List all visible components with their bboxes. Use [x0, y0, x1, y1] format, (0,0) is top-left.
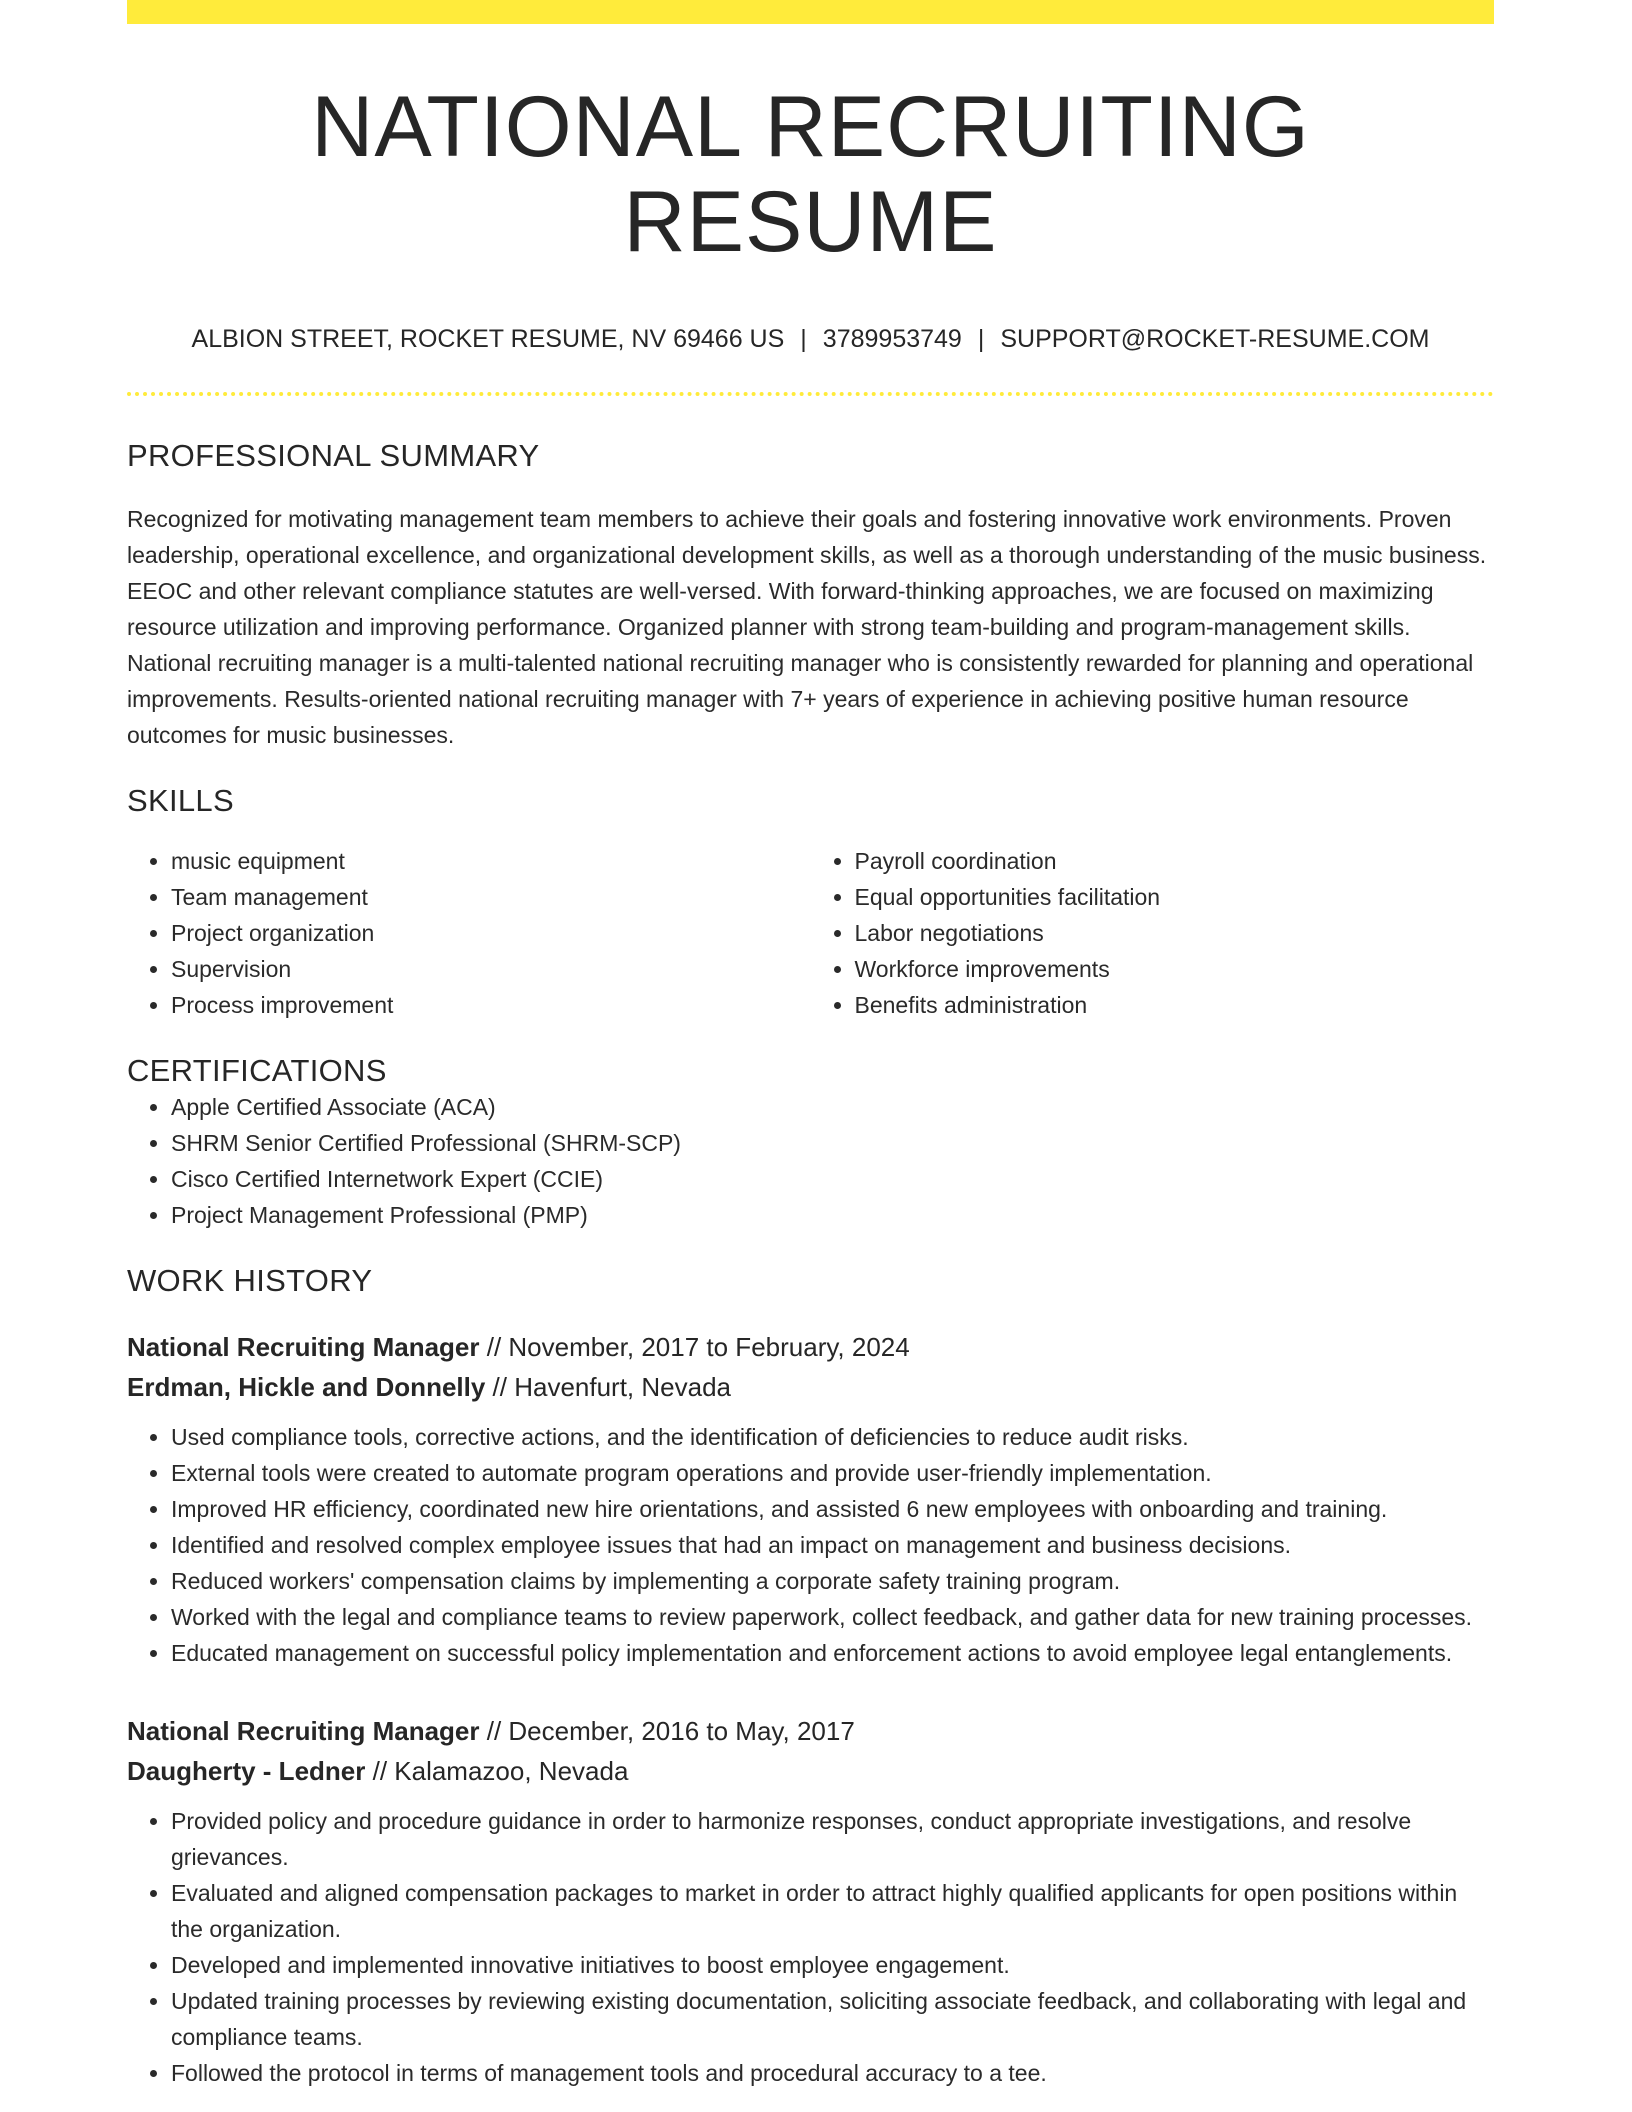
- skills-heading: SKILLS: [127, 783, 234, 819]
- job-bullet: • External tools were created to automate program operations and provide user-friendly implementation.: [171, 1455, 1494, 1491]
- dotted-divider: [127, 392, 1494, 396]
- certification-item: • Apple Certified Associate (ACA): [171, 1089, 1494, 1125]
- job-bullet: • Followed the protocol in terms of management tools and procedural accuracy to a tee.: [171, 2055, 1494, 2091]
- skills-columns: [127, 843, 1494, 1023]
- job-company: Daugherty - Ledner: [127, 1756, 366, 1787]
- job-bullet: • Identified and resolved complex employee issues that had an impact on management and business decisions.: [171, 1527, 1494, 1563]
- skill-item: • Workforce improvements: [855, 951, 1495, 987]
- job-bullet: • Updated training processes by reviewing existing documentation, soliciting associate feedback, and collaborating with legal and compliance teams.: [171, 1983, 1494, 2055]
- job-bullet: • Worked with the legal and compliance teams to review paperwork, collect feedback, and gather data for new training processes.: [171, 1599, 1494, 1635]
- job-bullet: • Educated management on successful policy implementation and enforcement actions to avoid employee legal entanglements.: [171, 1635, 1494, 1671]
- certifications-list: [127, 1089, 1494, 1233]
- certifications-heading: CERTIFICATIONS: [127, 1053, 387, 1089]
- contact-email: SUPPORT@ROCKET-RESUME.COM: [1000, 325, 1430, 354]
- job-dates: // December, 2016 to May, 2017: [479, 1716, 855, 1747]
- certification-item: • Cisco Certified Internetwork Expert (CCIE): [171, 1161, 1494, 1197]
- work-history-heading: WORK HISTORY: [127, 1263, 373, 1299]
- job-location: // Havenfurt, Nevada: [485, 1372, 731, 1403]
- summary-heading: PROFESSIONAL SUMMARY: [127, 438, 540, 474]
- skill-item: • Supervision: [171, 951, 811, 987]
- certification-item: • SHRM Senior Certified Professional (SHRM-SCP): [171, 1125, 1494, 1161]
- skill-item: • Project organization: [171, 915, 811, 951]
- resume-page: [127, 0, 1494, 2091]
- job-dates: // November, 2017 to February, 2024: [479, 1332, 910, 1363]
- contact-separator: |: [800, 325, 807, 354]
- skill-item: • Benefits administration: [855, 987, 1495, 1023]
- job-bullet: • Evaluated and aligned compensation packages to market in order to attract highly qualified applicants for open positions within the organization.: [171, 1875, 1494, 1947]
- job-company-line: [127, 1367, 1494, 1407]
- skill-item: • Payroll coordination: [855, 843, 1495, 879]
- job-bullets: [127, 1803, 1494, 2091]
- job-role: National Recruiting Manager: [127, 1716, 480, 1747]
- skills-list-right: [811, 843, 1495, 1023]
- summary-text: Recognized for motivating management team members to achieve their goals and fostering innovative work environments. Proven leadership, operational excellence, and organizational development skills, as well as a thorough understanding of the music business. EEOC and other relevant compliance statutes are well-versed. With forward-thinking approaches, we are focused on maximizing resource utilization and improving performance. Organized planner with strong team-building and program-management skills. National recruiting manager is a multi-talented national recruiting manager who is consistently rewarded for planning and operational improvements. Results-oriented national recruiting manager with 7+ years of experience in achieving positive human resource outcomes for music businesses.: [127, 506, 1487, 749]
- job-company-line: [127, 1751, 1494, 1791]
- job-bullet: • Reduced workers' compensation claims by implementing a corporate safety training program.: [171, 1563, 1494, 1599]
- job-bullet: • Developed and implemented innovative initiatives to boost employee engagement.: [171, 1947, 1494, 1983]
- contact-address: ALBION STREET, ROCKET RESUME, NV 69466 US: [191, 325, 785, 354]
- skill-item: • music equipment: [171, 843, 811, 879]
- certification-item: • Project Management Professional (PMP): [171, 1197, 1494, 1233]
- job-entry: [127, 1711, 1494, 2091]
- job-bullet: • Improved HR efficiency, coordinated new hire orientations, and assisted 6 new employees with onboarding and training.: [171, 1491, 1494, 1527]
- job-bullet: • Provided policy and procedure guidance in order to harmonize responses, conduct appropriate investigations, and resolve grievances.: [171, 1803, 1494, 1875]
- job-bullets: [127, 1419, 1494, 1671]
- job-role-line: [127, 1711, 1494, 1751]
- job-location: // Kalamazoo, Nevada: [365, 1756, 629, 1787]
- job-role: National Recruiting Manager: [127, 1332, 480, 1363]
- job-company: Erdman, Hickle and Donnelly: [127, 1372, 486, 1403]
- skills-list-left: [127, 843, 811, 1023]
- skill-item: • Process improvement: [171, 987, 811, 1023]
- resume-title: NATIONAL RECRUITING RESUME: [311, 79, 1310, 270]
- skill-item: • Team management: [171, 879, 811, 915]
- top-accent-bar: [127, 0, 1494, 24]
- skill-item: • Equal opportunities facilitation: [855, 879, 1495, 915]
- job-role-line: [127, 1327, 1494, 1367]
- skill-item: • Labor negotiations: [855, 915, 1495, 951]
- contact-separator: |: [977, 325, 985, 354]
- contact-phone: 3789953749: [822, 325, 962, 354]
- contact-line: [127, 325, 1494, 354]
- job-bullet: • Used compliance tools, corrective actions, and the identification of deficiencies to reduce audit risks.: [171, 1419, 1494, 1455]
- job-entry: [127, 1327, 1494, 1671]
